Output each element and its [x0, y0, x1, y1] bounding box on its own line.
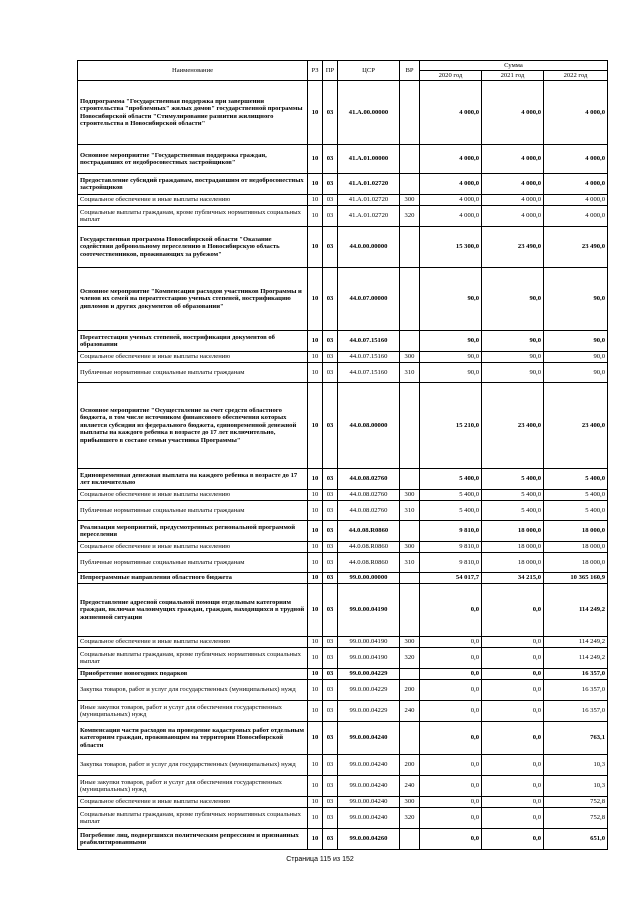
row-pr-cell: 03: [323, 553, 338, 573]
row-2021-cell: 18 000,0: [482, 521, 544, 542]
row-name-cell: Предоставление адресной социальной помощи отдельным категориям граждан, включая малоимущих граждан, граждан, находящихся в трудной жизненной ситуации: [78, 584, 308, 637]
table-row: [78, 352, 608, 363]
row-csr-cell: 99.0.00.04190: [338, 637, 400, 648]
table-row: [78, 331, 608, 352]
row-rz-cell: 10: [308, 553, 323, 573]
row-rz-cell: 10: [308, 227, 323, 268]
row-pr-cell: 03: [323, 637, 338, 648]
row-pr-cell: 03: [323, 701, 338, 722]
row-2022-cell: 763,1: [544, 722, 608, 755]
table-row: [78, 797, 608, 808]
row-2022-cell: 16 357,0: [544, 669, 608, 680]
row-rz-cell: 10: [308, 637, 323, 648]
row-2022-cell: 4 000,0: [544, 174, 608, 195]
row-pr-cell: 03: [323, 680, 338, 701]
row-csr-cell: 41.А.01.00000: [338, 145, 400, 174]
row-2022-cell: 10,3: [544, 776, 608, 797]
row-rz-cell: 10: [308, 808, 323, 829]
row-name-cell: Социальные выплаты гражданам, кроме публичных нормативных социальных выплат: [78, 206, 308, 227]
row-name-cell: Социальные выплаты гражданам, кроме публичных нормативных социальных выплат: [78, 808, 308, 829]
row-2020-cell: 54 017,7: [420, 573, 482, 584]
row-vr-cell: 300: [400, 490, 420, 501]
row-pr-cell: 03: [323, 145, 338, 174]
row-2020-cell: 5 400,0: [420, 490, 482, 501]
row-csr-cell: 44.0.07.00000: [338, 268, 400, 331]
row-2021-cell: 0,0: [482, 722, 544, 755]
row-2022-cell: 90,0: [544, 331, 608, 352]
row-pr-cell: 03: [323, 584, 338, 637]
row-csr-cell: 44.0.07.15160: [338, 363, 400, 383]
row-csr-cell: 99.0.00.00000: [338, 573, 400, 584]
row-csr-cell: 44.0.08.02760: [338, 490, 400, 501]
col-header-2021: 2021 год: [482, 71, 544, 81]
row-pr-cell: 03: [323, 227, 338, 268]
row-csr-cell: 44.0.07.15160: [338, 331, 400, 352]
row-vr-cell: 300: [400, 352, 420, 363]
row-2022-cell: 4 000,0: [544, 195, 608, 206]
row-2022-cell: 651,0: [544, 829, 608, 850]
row-vr-cell: 320: [400, 648, 420, 669]
row-2020-cell: 4 000,0: [420, 195, 482, 206]
row-2022-cell: 4 000,0: [544, 206, 608, 227]
row-vr-cell: 320: [400, 206, 420, 227]
row-2020-cell: 90,0: [420, 331, 482, 352]
row-csr-cell: 99.0.00.04240: [338, 776, 400, 797]
table-row: [78, 490, 608, 501]
row-2021-cell: 90,0: [482, 352, 544, 363]
col-header-pr: ПР: [323, 61, 338, 81]
row-rz-cell: 10: [308, 669, 323, 680]
row-rz-cell: 10: [308, 363, 323, 383]
row-name-cell: Компенсация части расходов на проведение кадастровых работ отдельным категориям граждан, проживающим на территории Новосибирской области: [78, 722, 308, 755]
row-vr-cell: [400, 573, 420, 584]
row-csr-cell: 44.0.08.R0860: [338, 542, 400, 553]
row-2022-cell: 18 000,0: [544, 521, 608, 542]
row-2020-cell: 0,0: [420, 648, 482, 669]
row-rz-cell: 10: [308, 490, 323, 501]
row-rz-cell: 10: [308, 501, 323, 521]
table-row: [78, 680, 608, 701]
row-vr-cell: [400, 722, 420, 755]
row-name-cell: Основное мероприятие "Государственная поддержка граждан, пострадавших от недобросовестных застройщиков": [78, 145, 308, 174]
row-pr-cell: 03: [323, 501, 338, 521]
row-csr-cell: 99.0.00.04229: [338, 701, 400, 722]
row-pr-cell: 03: [323, 195, 338, 206]
table-row: [78, 701, 608, 722]
row-vr-cell: [400, 469, 420, 490]
row-pr-cell: 03: [323, 755, 338, 776]
table-row: [78, 648, 608, 669]
row-2021-cell: 0,0: [482, 701, 544, 722]
table-row: [78, 268, 608, 331]
col-header-name: Наименование: [78, 61, 308, 81]
col-header-rz: РЗ: [308, 61, 323, 81]
row-pr-cell: 03: [323, 383, 338, 469]
row-2022-cell: 4 000,0: [544, 145, 608, 174]
row-pr-cell: 03: [323, 206, 338, 227]
row-2021-cell: 90,0: [482, 268, 544, 331]
row-2022-cell: 10,3: [544, 755, 608, 776]
table-row: [78, 637, 608, 648]
row-vr-cell: 240: [400, 776, 420, 797]
row-rz-cell: 10: [308, 331, 323, 352]
row-2020-cell: 0,0: [420, 680, 482, 701]
row-rz-cell: 10: [308, 469, 323, 490]
row-2020-cell: 0,0: [420, 829, 482, 850]
row-csr-cell: 44.0.07.15160: [338, 352, 400, 363]
row-2020-cell: 9 810,0: [420, 542, 482, 553]
row-csr-cell: 99.0.00.04190: [338, 648, 400, 669]
row-rz-cell: 10: [308, 648, 323, 669]
row-rz-cell: 10: [308, 268, 323, 331]
row-name-cell: Закупка товаров, работ и услуг для государственных (муниципальных) нужд: [78, 755, 308, 776]
row-name-cell: Основное мероприятие "Компенсация расходов участников Программы и членов их семей на переаттестацию ученых степеней, нострификацию дипломов и других документов об образовании": [78, 268, 308, 331]
row-pr-cell: 03: [323, 331, 338, 352]
row-name-cell: Социальные выплаты гражданам, кроме публичных нормативных социальных выплат: [78, 648, 308, 669]
page-number: Страница 115 из 152: [286, 856, 354, 863]
row-pr-cell: 03: [323, 808, 338, 829]
row-csr-cell: 44.0.08.R0860: [338, 553, 400, 573]
row-vr-cell: 200: [400, 680, 420, 701]
row-csr-cell: 41.А.00.00000: [338, 81, 400, 145]
table-body: [78, 81, 608, 850]
row-csr-cell: 44.0.08.00000: [338, 383, 400, 469]
row-2021-cell: 34 215,0: [482, 573, 544, 584]
row-name-cell: Социальное обеспечение и иные выплаты населению: [78, 352, 308, 363]
row-name-cell: Социальное обеспечение и иные выплаты населению: [78, 797, 308, 808]
row-pr-cell: 03: [323, 521, 338, 542]
row-2020-cell: 9 810,0: [420, 553, 482, 573]
row-2021-cell: 23 490,0: [482, 227, 544, 268]
row-vr-cell: 240: [400, 701, 420, 722]
row-2022-cell: 5 400,0: [544, 501, 608, 521]
row-vr-cell: 320: [400, 808, 420, 829]
row-rz-cell: 10: [308, 680, 323, 701]
row-csr-cell: 99.0.00.04240: [338, 755, 400, 776]
table-row: [78, 829, 608, 850]
row-vr-cell: [400, 584, 420, 637]
row-2020-cell: 15 300,0: [420, 227, 482, 268]
row-2022-cell: 23 400,0: [544, 383, 608, 469]
row-name-cell: Реализация мероприятий, предусмотренных региональной программой переселения: [78, 521, 308, 542]
table-row: [78, 363, 608, 383]
row-2021-cell: 0,0: [482, 797, 544, 808]
row-2020-cell: 9 810,0: [420, 521, 482, 542]
row-2020-cell: 90,0: [420, 268, 482, 331]
row-rz-cell: 10: [308, 206, 323, 227]
row-2020-cell: 90,0: [420, 363, 482, 383]
row-rz-cell: 10: [308, 797, 323, 808]
row-vr-cell: 310: [400, 363, 420, 383]
row-2021-cell: 0,0: [482, 776, 544, 797]
row-vr-cell: [400, 227, 420, 268]
row-name-cell: Переаттестация ученых степеней, нострификация документов об образовании: [78, 331, 308, 352]
row-csr-cell: 44.0.08.02760: [338, 469, 400, 490]
table-row: [78, 501, 608, 521]
row-2022-cell: 90,0: [544, 363, 608, 383]
row-2021-cell: 18 000,0: [482, 542, 544, 553]
row-rz-cell: 10: [308, 755, 323, 776]
row-2020-cell: 0,0: [420, 701, 482, 722]
col-header-2020: 2020 год: [420, 71, 482, 81]
row-2022-cell: 114 249,2: [544, 637, 608, 648]
table-row: [78, 521, 608, 542]
row-csr-cell: 99.0.00.04240: [338, 797, 400, 808]
row-2021-cell: 5 400,0: [482, 490, 544, 501]
row-vr-cell: 200: [400, 755, 420, 776]
row-pr-cell: 03: [323, 797, 338, 808]
row-2021-cell: 5 400,0: [482, 501, 544, 521]
row-2022-cell: 18 000,0: [544, 542, 608, 553]
table-row: [78, 553, 608, 573]
row-name-cell: Основное мероприятие "Осуществление за счет средств областного бюджета, в том числе источником финансового обеспечения которых является субсидия из федерального бюджета, единовременной денежной выплаты на каждого ребенка в возрасте до 17 лет включительно, прибывшего в составе семьи участника Программы": [78, 383, 308, 469]
row-name-cell: Подпрограмма "Государственная поддержка при завершении строительства "проблемных" жилых домов" государственной программы Новосибирской области "Стимулирование развития жилищного строительства в Новосибирской области": [78, 81, 308, 145]
col-header-csr: ЦСР: [338, 61, 400, 81]
row-name-cell: Публичные нормативные социальные выплаты гражданам: [78, 553, 308, 573]
row-vr-cell: [400, 383, 420, 469]
row-pr-cell: 03: [323, 648, 338, 669]
row-2020-cell: 5 400,0: [420, 501, 482, 521]
row-2020-cell: 0,0: [420, 637, 482, 648]
table-row: [78, 206, 608, 227]
row-2021-cell: 4 000,0: [482, 195, 544, 206]
row-rz-cell: 10: [308, 352, 323, 363]
row-name-cell: Иные закупки товаров, работ и услуг для обеспечения государственных (муниципальных) нужд: [78, 701, 308, 722]
row-pr-cell: 03: [323, 722, 338, 755]
row-2020-cell: 4 000,0: [420, 206, 482, 227]
row-name-cell: Социальное обеспечение и иные выплаты населению: [78, 490, 308, 501]
row-name-cell: Социальное обеспечение и иные выплаты населению: [78, 637, 308, 648]
row-2020-cell: 0,0: [420, 808, 482, 829]
row-2020-cell: 15 210,0: [420, 383, 482, 469]
row-2020-cell: 0,0: [420, 722, 482, 755]
row-2022-cell: 114 249,2: [544, 648, 608, 669]
row-2022-cell: 4 000,0: [544, 81, 608, 145]
table-row: [78, 776, 608, 797]
row-2020-cell: 4 000,0: [420, 145, 482, 174]
row-2021-cell: 4 000,0: [482, 174, 544, 195]
table-row: [78, 808, 608, 829]
row-pr-cell: 03: [323, 573, 338, 584]
row-rz-cell: 10: [308, 195, 323, 206]
row-2020-cell: 5 400,0: [420, 469, 482, 490]
table-row: [78, 383, 608, 469]
row-2020-cell: 0,0: [420, 797, 482, 808]
row-vr-cell: 310: [400, 553, 420, 573]
row-csr-cell: 99.0.00.04190: [338, 584, 400, 637]
row-pr-cell: 03: [323, 542, 338, 553]
row-vr-cell: [400, 521, 420, 542]
row-2021-cell: 90,0: [482, 331, 544, 352]
row-name-cell: Единовременная денежная выплата на каждого ребенка в возрасте до 17 лет включительно: [78, 469, 308, 490]
row-rz-cell: 10: [308, 584, 323, 637]
row-pr-cell: 03: [323, 469, 338, 490]
row-vr-cell: 300: [400, 542, 420, 553]
row-2021-cell: 0,0: [482, 808, 544, 829]
row-2021-cell: 4 000,0: [482, 145, 544, 174]
row-vr-cell: [400, 268, 420, 331]
row-2022-cell: 114 249,2: [544, 584, 608, 637]
row-2020-cell: 90,0: [420, 352, 482, 363]
row-rz-cell: 10: [308, 776, 323, 797]
row-rz-cell: 10: [308, 145, 323, 174]
table-row: [78, 195, 608, 206]
row-2020-cell: 4 000,0: [420, 81, 482, 145]
row-csr-cell: 44.0.00.00000: [338, 227, 400, 268]
row-name-cell: Социальное обеспечение и иные выплаты населению: [78, 542, 308, 553]
row-name-cell: Публичные нормативные социальные выплаты гражданам: [78, 363, 308, 383]
row-csr-cell: 99.0.00.04240: [338, 808, 400, 829]
col-header-vr: ВР: [400, 61, 420, 81]
row-vr-cell: [400, 331, 420, 352]
row-csr-cell: 41.А.01.02720: [338, 195, 400, 206]
row-rz-cell: 10: [308, 722, 323, 755]
row-rz-cell: 10: [308, 701, 323, 722]
row-2021-cell: 0,0: [482, 680, 544, 701]
row-2021-cell: 0,0: [482, 648, 544, 669]
row-vr-cell: [400, 829, 420, 850]
row-2020-cell: 0,0: [420, 669, 482, 680]
row-2021-cell: 4 000,0: [482, 81, 544, 145]
table-row: [78, 542, 608, 553]
row-2021-cell: 0,0: [482, 584, 544, 637]
row-2021-cell: 5 400,0: [482, 469, 544, 490]
row-pr-cell: 03: [323, 776, 338, 797]
row-csr-cell: 41.А.01.02720: [338, 174, 400, 195]
table-row: [78, 669, 608, 680]
row-rz-cell: 10: [308, 521, 323, 542]
row-csr-cell: 99.0.00.04260: [338, 829, 400, 850]
table-row: [78, 722, 608, 755]
table-row: [78, 81, 608, 145]
row-vr-cell: 310: [400, 501, 420, 521]
row-name-cell: Приобретение новогодних подарков: [78, 669, 308, 680]
row-pr-cell: 03: [323, 268, 338, 331]
table-row: [78, 174, 608, 195]
row-rz-cell: 10: [308, 573, 323, 584]
row-rz-cell: 10: [308, 829, 323, 850]
row-2022-cell: 16 357,0: [544, 701, 608, 722]
row-rz-cell: 10: [308, 542, 323, 553]
row-2022-cell: 752,8: [544, 797, 608, 808]
row-csr-cell: 41.А.01.02720: [338, 206, 400, 227]
row-2020-cell: 0,0: [420, 584, 482, 637]
row-name-cell: Публичные нормативные социальные выплаты гражданам: [78, 501, 308, 521]
row-2021-cell: 0,0: [482, 669, 544, 680]
row-name-cell: Государственная программа Новосибирской области "Оказание содействия добровольному переселению в Новосибирскую область соотечественников, проживающих за рубежом": [78, 227, 308, 268]
row-vr-cell: 300: [400, 195, 420, 206]
row-csr-cell: 44.0.08.02760: [338, 501, 400, 521]
row-pr-cell: 03: [323, 669, 338, 680]
row-pr-cell: 03: [323, 490, 338, 501]
row-2022-cell: 90,0: [544, 268, 608, 331]
table-row: [78, 145, 608, 174]
row-vr-cell: 300: [400, 637, 420, 648]
row-2021-cell: 0,0: [482, 637, 544, 648]
budget-table: [77, 60, 608, 850]
row-pr-cell: 03: [323, 81, 338, 145]
row-name-cell: Предоставление субсидий гражданам, пострадавшим от недобросовестных застройщиков: [78, 174, 308, 195]
row-2021-cell: 0,0: [482, 755, 544, 776]
row-pr-cell: 03: [323, 363, 338, 383]
row-name-cell: Погребение лиц, подвергшихся политическим репрессиям и признанных реабилитированными: [78, 829, 308, 850]
row-2022-cell: 5 400,0: [544, 490, 608, 501]
row-2022-cell: 18 000,0: [544, 553, 608, 573]
row-name-cell: Социальное обеспечение и иные выплаты населению: [78, 195, 308, 206]
row-2020-cell: 0,0: [420, 776, 482, 797]
header-row-1: [78, 61, 608, 71]
table-row: [78, 573, 608, 584]
row-vr-cell: [400, 145, 420, 174]
row-2020-cell: 0,0: [420, 755, 482, 776]
table-row: [78, 227, 608, 268]
row-2021-cell: 23 400,0: [482, 383, 544, 469]
row-2022-cell: 23 490,0: [544, 227, 608, 268]
row-csr-cell: 99.0.00.04240: [338, 722, 400, 755]
row-2022-cell: 10 365 160,9: [544, 573, 608, 584]
row-2021-cell: 0,0: [482, 829, 544, 850]
row-name-cell: Непрограммные направления областного бюджета: [78, 573, 308, 584]
row-rz-cell: 10: [308, 383, 323, 469]
row-2022-cell: 16 357,0: [544, 680, 608, 701]
row-pr-cell: 03: [323, 174, 338, 195]
col-header-sum: Сумма: [420, 61, 608, 71]
table-row: [78, 584, 608, 637]
row-csr-cell: 44.0.08.R0860: [338, 521, 400, 542]
row-2020-cell: 4 000,0: [420, 174, 482, 195]
row-2022-cell: 5 400,0: [544, 469, 608, 490]
row-2022-cell: 90,0: [544, 352, 608, 363]
row-rz-cell: 10: [308, 81, 323, 145]
row-2021-cell: 4 000,0: [482, 206, 544, 227]
row-rz-cell: 10: [308, 174, 323, 195]
row-2021-cell: 90,0: [482, 363, 544, 383]
row-vr-cell: [400, 81, 420, 145]
row-2021-cell: 18 000,0: [482, 553, 544, 573]
row-2022-cell: 752,8: [544, 808, 608, 829]
col-header-2022: 2022 год: [544, 71, 608, 81]
row-pr-cell: 03: [323, 352, 338, 363]
row-name-cell: Закупка товаров, работ и услуг для государственных (муниципальных) нужд: [78, 680, 308, 701]
row-vr-cell: [400, 669, 420, 680]
row-vr-cell: [400, 174, 420, 195]
row-name-cell: Иные закупки товаров, работ и услуг для обеспечения государственных (муниципальных) нужд: [78, 776, 308, 797]
table-row: [78, 469, 608, 490]
row-pr-cell: 03: [323, 829, 338, 850]
row-csr-cell: 99.0.00.04229: [338, 669, 400, 680]
row-vr-cell: 300: [400, 797, 420, 808]
row-csr-cell: 99.0.00.04229: [338, 680, 400, 701]
table-row: [78, 755, 608, 776]
